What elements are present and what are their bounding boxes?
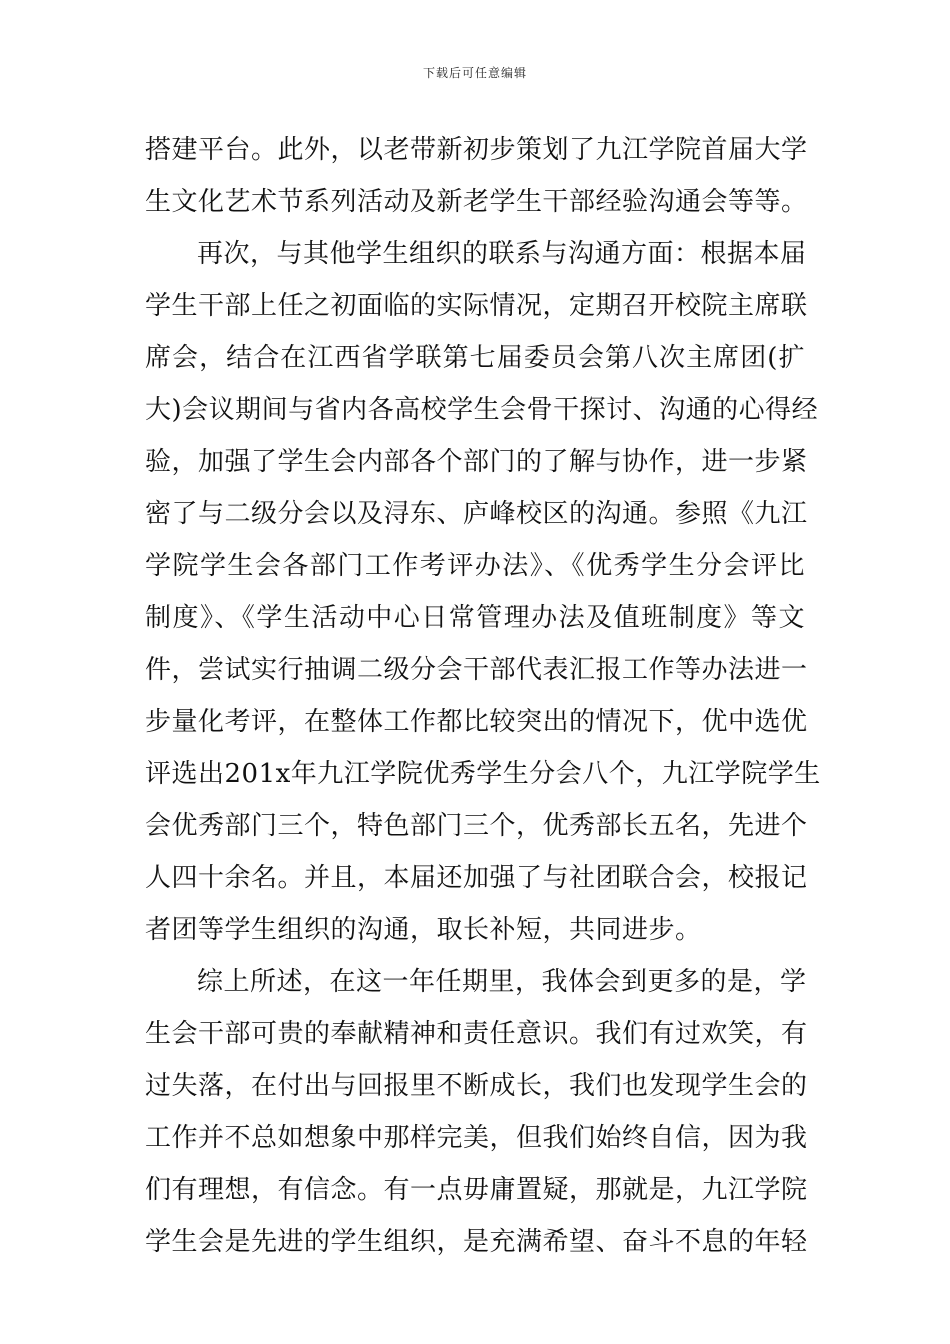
text-line: 席会，结合在江西省学联第七届委员会第八次主席团(扩 <box>145 343 805 373</box>
text-line: 密了与二级分会以及浔东、庐峰校区的沟通。参照《九江 <box>145 499 808 529</box>
text-line: 者团等学生组织的沟通，取长补短，共同进步。 <box>145 915 702 945</box>
text-line: 学院学生会各部门工作考评办法》、《优秀学生分会评比 <box>145 551 805 581</box>
text-line: 制度》、《学生活动中心日常管理办法及值班制度》等文 <box>145 603 805 633</box>
text-line: 件，尝试实行抽调二级分会干部代表汇报工作等办法进一 <box>145 655 808 685</box>
paragraph-first-line: 综上所述，在这一年任期里，我体会到更多的是，学 <box>197 967 807 997</box>
page-header-note: 下载后可任意编辑 <box>422 66 527 80</box>
text-line: 评选出201x年九江学院优秀学生分会八个，九江学院学生 <box>145 759 821 789</box>
text-line: 学生干部上任之初面临的实际情况，定期召开校院主席联 <box>145 291 808 321</box>
text-line: 工作并不总如想象中那样完美，但我们始终自信，因为我 <box>145 1123 808 1153</box>
text-line: 搭建平台。此外，以老带新初步策划了九江学院首届大学 <box>145 135 808 165</box>
text-line: 学生会是先进的学生组织，是充满希望、奋斗不息的年轻 <box>145 1227 808 1257</box>
paragraph-first-line: 再次，与其他学生组织的联系与沟通方面：根据本届 <box>197 239 807 269</box>
text-line: 会优秀部门三个，特色部门三个，优秀部长五名，先进个 <box>145 811 808 841</box>
document-body <box>145 124 821 1268</box>
text-line: 步量化考评，在整体工作都比较突出的情况下，优中选优 <box>145 707 808 737</box>
text-line: 生会干部可贵的奉献精神和责任意识。我们有过欢笑，有 <box>145 1019 808 1049</box>
text-line: 生文化艺术节系列活动及新老学生干部经验沟通会等等。 <box>145 187 808 217</box>
text-line: 人四十余名。并且，本届还加强了与社团联合会，校报记 <box>145 863 808 893</box>
text-line: 大)会议期间与省内各高校学生会骨干探讨、沟通的心得经 <box>145 395 819 425</box>
text-line: 验，加强了学生会内部各个部门的了解与协作，进一步紧 <box>145 447 808 477</box>
text-line: 过失落，在付出与回报里不断成长，我们也发现学生会的 <box>145 1071 808 1101</box>
text-line: 们有理想，有信念。有一点毋庸置疑，那就是，九江学院 <box>145 1175 808 1205</box>
